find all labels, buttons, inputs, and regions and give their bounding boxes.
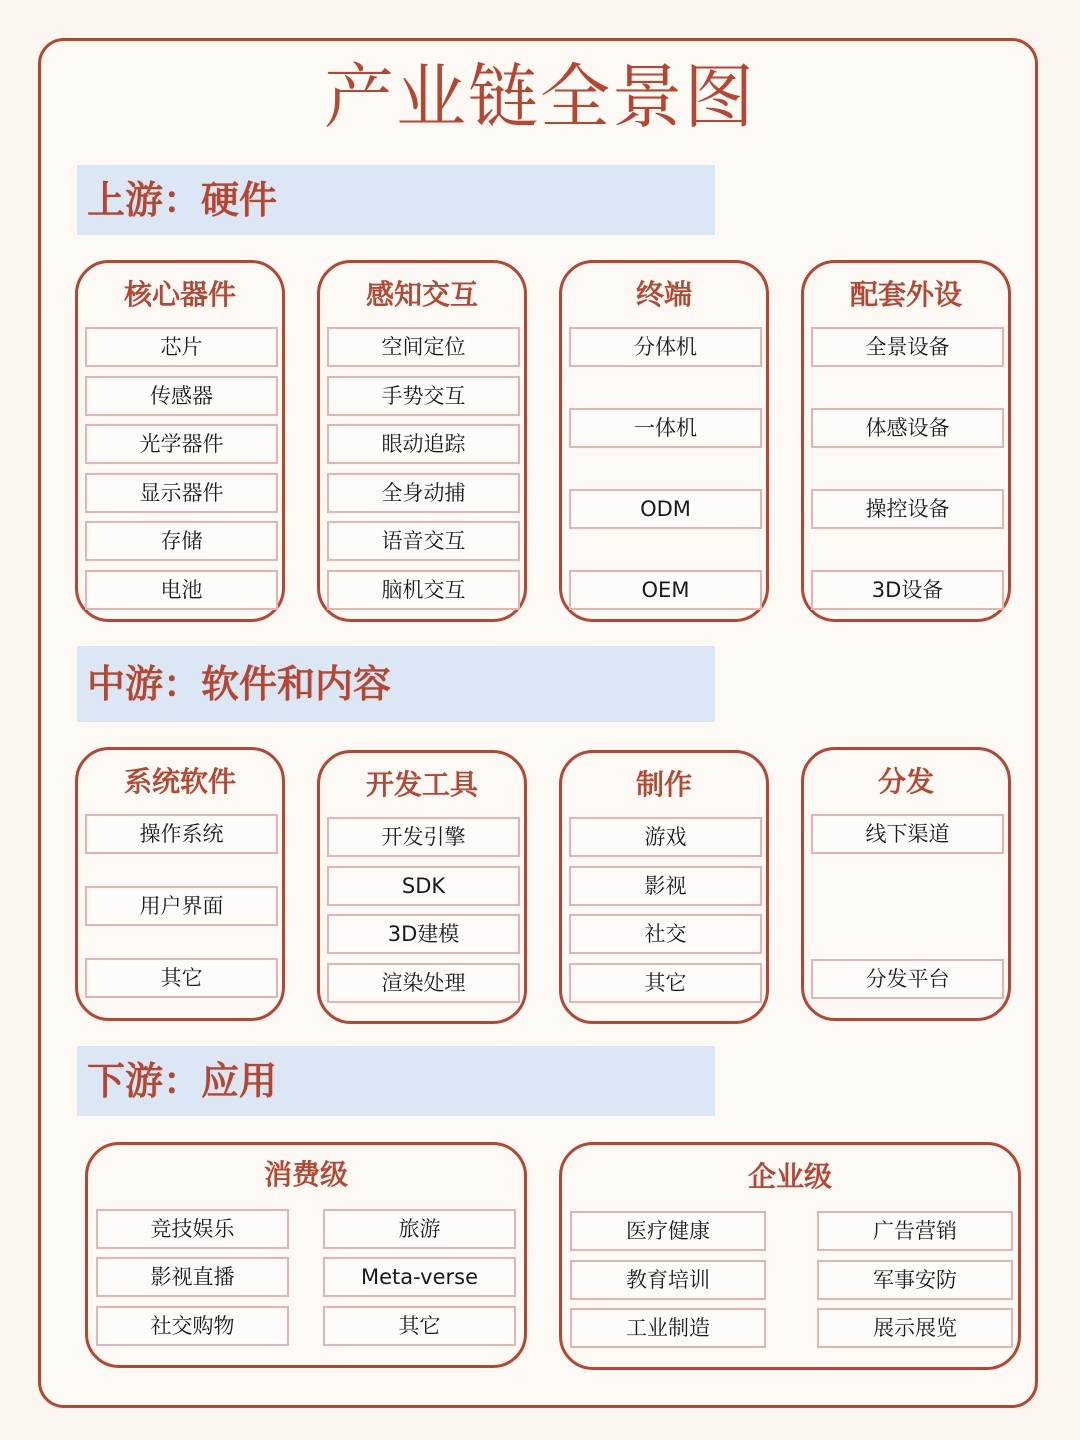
card-core-components xyxy=(75,260,285,622)
card-title: 消费级 xyxy=(263,1158,348,1191)
item-cell: 医疗健康 xyxy=(570,1211,766,1251)
card-title: 企业级 xyxy=(747,1160,832,1193)
item-cell: 分体机 xyxy=(569,327,762,367)
item-cell: 广告营销 xyxy=(817,1211,1013,1251)
section-header-midstream xyxy=(77,646,715,722)
item-cell: 操控设备 xyxy=(811,489,1004,529)
card-production xyxy=(559,750,769,1024)
item-cell: 其它 xyxy=(569,963,762,1003)
section-header-upstream xyxy=(77,165,715,235)
card-title: 配套外设 xyxy=(849,278,962,311)
item-cell: 脑机交互 xyxy=(327,570,520,610)
item-cell: 3D建模 xyxy=(327,914,520,954)
card-title: 开发工具 xyxy=(365,768,478,801)
card-distribution xyxy=(801,747,1011,1021)
card-title: 感知交互 xyxy=(365,278,478,311)
card-title: 制作 xyxy=(635,768,692,801)
item-cell: 影视直播 xyxy=(96,1257,289,1297)
item-cell: 分发平台 xyxy=(811,959,1004,999)
item-cell: SDK xyxy=(327,866,520,906)
item-cell: 手势交互 xyxy=(327,376,520,416)
item-cell: 一体机 xyxy=(569,408,762,448)
item-cell: 渲染处理 xyxy=(327,963,520,1003)
section-label-downstream: 下游：应用 xyxy=(87,1059,278,1103)
item-cell: 传感器 xyxy=(85,376,278,416)
item-cell: 全景设备 xyxy=(811,327,1004,367)
card-perception-interaction xyxy=(317,260,527,622)
card-enterprise xyxy=(559,1142,1021,1370)
item-cell: 社交购物 xyxy=(96,1306,289,1346)
item-cell: 社交 xyxy=(569,914,762,954)
section-label-upstream: 上游：硬件 xyxy=(87,178,278,222)
card-title: 分发 xyxy=(877,765,934,798)
item-cell: 3D设备 xyxy=(811,570,1004,610)
item-cell: 展示展览 xyxy=(817,1308,1013,1348)
item-cell: 空间定位 xyxy=(327,327,520,367)
card-title: 终端 xyxy=(635,278,692,311)
item-cell: 电池 xyxy=(85,570,278,610)
item-cell: 其它 xyxy=(85,958,278,998)
item-cell: 操作系统 xyxy=(85,814,278,854)
item-cell: 全身动捕 xyxy=(327,473,520,513)
card-terminal xyxy=(559,260,769,622)
item-cell: 用户界面 xyxy=(85,886,278,926)
item-cell: 体感设备 xyxy=(811,408,1004,448)
section-header-downstream xyxy=(77,1046,715,1116)
item-cell: Meta-verse xyxy=(323,1257,516,1297)
item-cell: 竞技娱乐 xyxy=(96,1209,289,1249)
page-title: 产业链全景图 xyxy=(324,56,756,138)
card-consumer xyxy=(85,1142,527,1368)
item-cell: 教育培训 xyxy=(570,1260,766,1300)
item-cell: 语音交互 xyxy=(327,521,520,561)
card-peripherals xyxy=(801,260,1011,622)
item-cell: 线下渠道 xyxy=(811,814,1004,854)
card-title: 核心器件 xyxy=(123,278,236,311)
item-cell: 工业制造 xyxy=(570,1308,766,1348)
item-cell: 光学器件 xyxy=(85,424,278,464)
card-system-software xyxy=(75,747,285,1021)
item-cell: 存储 xyxy=(85,521,278,561)
item-cell: 开发引擎 xyxy=(327,817,520,857)
item-cell: 游戏 xyxy=(569,817,762,857)
card-dev-tools xyxy=(317,750,527,1024)
item-cell: 军事安防 xyxy=(817,1260,1013,1300)
item-cell: ODM xyxy=(569,489,762,529)
item-cell: 旅游 xyxy=(323,1209,516,1249)
item-cell: 影视 xyxy=(569,866,762,906)
item-cell: 显示器件 xyxy=(85,473,278,513)
item-cell: 其它 xyxy=(323,1306,516,1346)
item-cell: 芯片 xyxy=(85,327,278,367)
card-title: 系统软件 xyxy=(123,765,236,798)
item-cell: 眼动追踪 xyxy=(327,424,520,464)
section-label-midstream: 中游：软件和内容 xyxy=(87,662,392,706)
item-cell: OEM xyxy=(569,570,762,610)
